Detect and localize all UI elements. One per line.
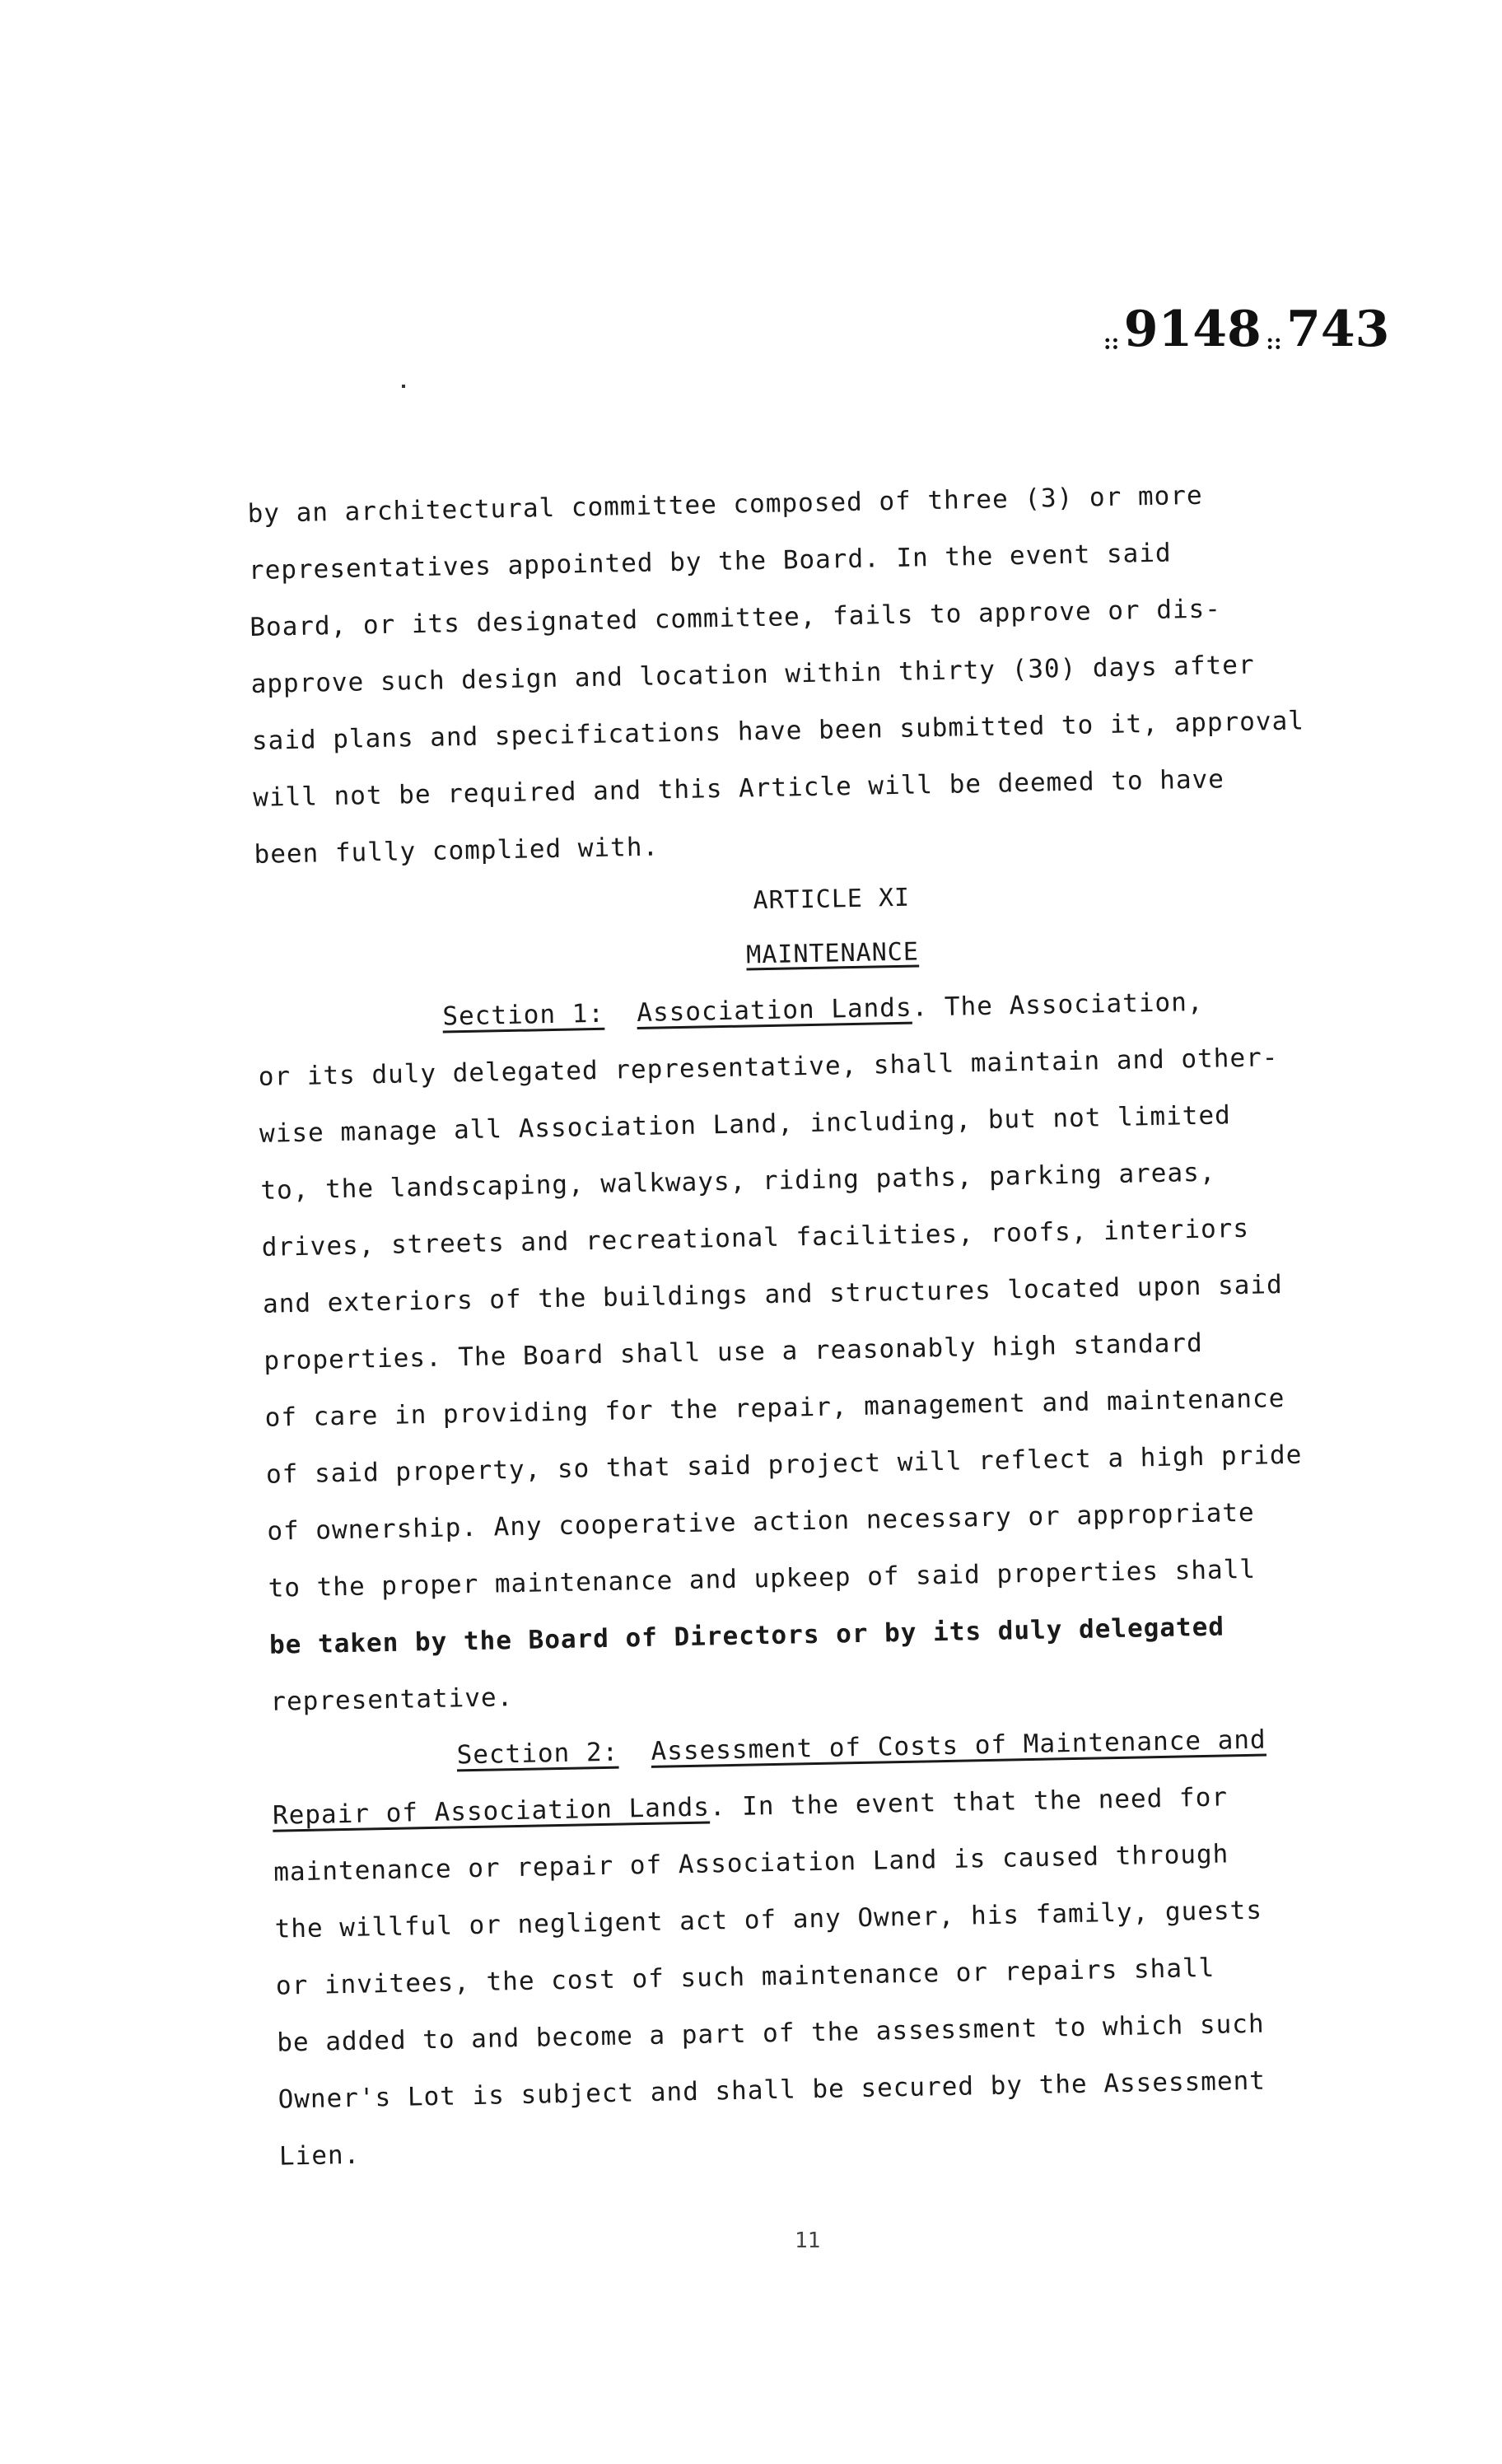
body-line: to the proper maintenance and upkeep of said properties shall xyxy=(268,1554,1257,1603)
section-1-first-line-rest: . The Association, xyxy=(912,987,1204,1023)
body-line: representative. xyxy=(270,1682,514,1717)
section-2-second-line-rest: . In the event that the need for xyxy=(709,1782,1229,1822)
article-title-text: MAINTENANCE xyxy=(745,937,920,970)
body-line: maintenance or repair of Association Land is caused through xyxy=(273,1839,1229,1888)
section-2-heading-part2: Repair of Association Lands xyxy=(272,1792,711,1831)
body-line: Board, or its designated committee, fails to approve or dis- xyxy=(249,594,1222,642)
document-body xyxy=(247,464,1432,2185)
body-line: of said property, so that said project will reflect a high pride xyxy=(265,1440,1303,1490)
recording-stamp xyxy=(1103,301,1389,358)
section-1-label: Section 1: xyxy=(442,998,605,1032)
stamp-prefix: :: xyxy=(1103,329,1120,355)
body-line: will not be required and this Article will be deemed to have xyxy=(252,764,1225,813)
stamp-page-number: 743 xyxy=(1286,301,1390,358)
body-line: been fully complied with. xyxy=(254,832,660,870)
body-line: and exteriors of the buildings and structures located upon said xyxy=(262,1270,1284,1319)
body-line: Owner's Lot is subject and shall be secured by the Assessment xyxy=(278,2065,1266,2115)
body-line: be taken by the Board of Directors or by its duly delegated xyxy=(268,1612,1225,1660)
body-line: the willful or negligent act of any Owner, his family, guests xyxy=(274,1895,1263,1944)
body-line: to, the landscaping, walkways, riding paths, parking areas, xyxy=(260,1157,1216,1206)
body-line: Lien. xyxy=(278,2140,361,2172)
body-line: of care in providing for the repair, management and maintenance xyxy=(264,1384,1285,1433)
article-number: ARTICLE XI xyxy=(753,883,911,916)
section-2-label: Section 2: xyxy=(456,1737,619,1771)
body-line: drives, streets and recreational facilities, roofs, interiors xyxy=(261,1213,1250,1262)
body-line: or invitees, the cost of such maintenance or repairs shall xyxy=(275,1953,1215,2001)
section-2-heading-part1: Assessment of Costs of Maintenance and xyxy=(651,1724,1266,1766)
body-line: approve such design and location within thirty (30) days after xyxy=(250,650,1255,699)
section-1-heading: Association Lands xyxy=(636,992,912,1029)
body-line: of ownership. Any cooperative action necessary or appropriate xyxy=(267,1497,1255,1547)
stamp-book-number: 9148 xyxy=(1123,301,1262,358)
body-line: wise manage all Association Land, including, but not limited xyxy=(259,1100,1232,1149)
body-line: be added to and become a part of the assessment to which such xyxy=(276,2009,1265,2058)
body-line: by an architectural committee composed of three (3) or more xyxy=(247,480,1203,529)
body-line: or its duly delegated representative, shall maintain and other- xyxy=(258,1043,1279,1092)
body-line: representatives appointed by the Board. In the event said xyxy=(248,538,1172,586)
body-line: properties. The Board shall use a reasonably high standard xyxy=(264,1328,1204,1376)
body-line: said plans and specifications have been submitted to it, approval xyxy=(251,706,1305,756)
scan-speck xyxy=(402,385,405,388)
stamp-page-prefix: :: xyxy=(1266,329,1282,355)
page-number: 11 xyxy=(795,2228,821,2253)
